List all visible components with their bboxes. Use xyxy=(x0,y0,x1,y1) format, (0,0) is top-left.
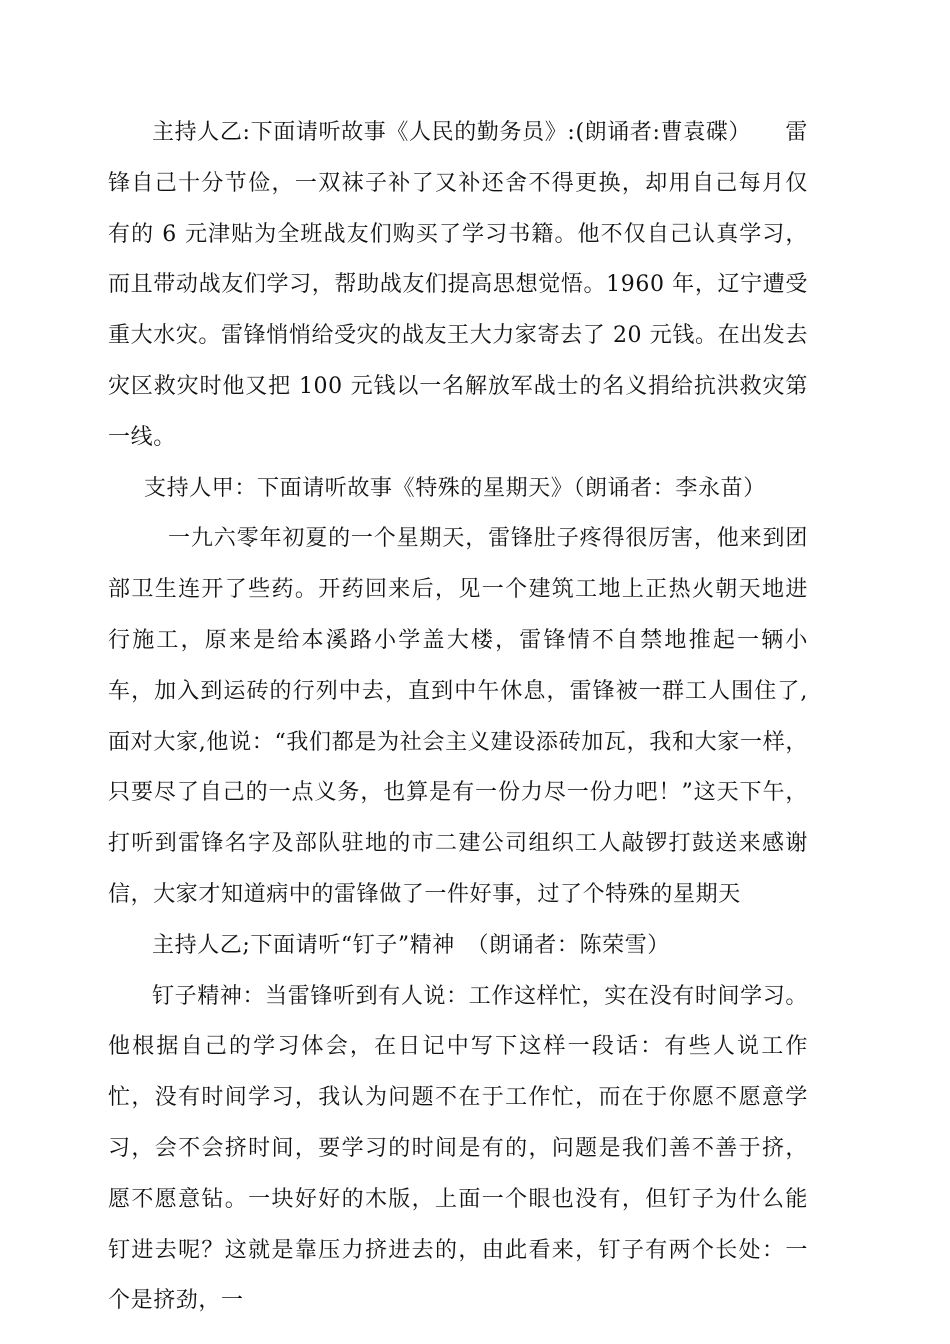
paragraph-host-yi-story-intro: 主持人乙:下面请听故事《人民的勤务员》:(朗诵者:曹袁碟） 雷锋自己十分节俭，一双袜子补了又补还舍不得更换，却用自己每月仅有的 6 元津贴为全班战友们购买了学习书籍。他不仅自己认真学习，而且带动战友们学习，帮助战友们提高思想觉悟。1960 年，辽宁遭受重大水灾。雷锋悄悄给受灾的战友王大力家寄去了 20 元钱。在出发去灾区救灾时他又把 100 元钱以一名解放军战士的名义捐给抗洪救灾第一线。 xyxy=(108,120,808,450)
paragraph-host-yi-nail-intro: 主持人乙;下面请听“钉子”精神 （朗诵者：陈荣雪） xyxy=(152,932,670,958)
paragraph-special-sunday: 一九六零年初夏的一个星期天，雷锋肚子疼得很厉害，他来到团部卫生连开了些药。开药回来后，见一个建筑工地上正热火朝天地进行施工，原来是给本溪路小学盖大楼，雷锋情不自禁地推起一辆小车，加入到运砖的行列中去，直到中午休息，雷锋被一群工人围住了,面对大家,他说：“我们都是为社会主义建设添砖加瓦，我和大家一样，只要尽了自己的一点义务，也算是有一份力尽一份力吧！”这天下午，打听到雷锋名字及部队驻地的市二建公司组织工人敲锣打鼓送来感谢信，大家才知道病中的雷锋做了一件好事，过了个特殊的星期天 xyxy=(108,526,808,907)
paragraph-host-jia-intro: 支持人甲：下面请听故事《特殊的星期天》（朗诵者：李永苗） xyxy=(144,475,766,501)
paragraph-nail-spirit: 钉子精神：当雷锋听到有人说：工作这样忙，实在没有时间学习。他根据自己的学习体会，在日记中写下这样一段话：有些人说工作忙，没有时间学习，我认为问题不在于工作忙，而在于你愿不愿意学习，会不会挤时间，要学习的时间是有的，问题是我们善不善于挤，愿不愿意钻。一块好好的木版，上面一个眼也没有，但钉子为什么能钉进去呢？这就是靠压力挤进去的，由此看来，钉子有两个长处：一个是挤劲，一 xyxy=(108,983,808,1314)
document-body xyxy=(108,108,808,1327)
